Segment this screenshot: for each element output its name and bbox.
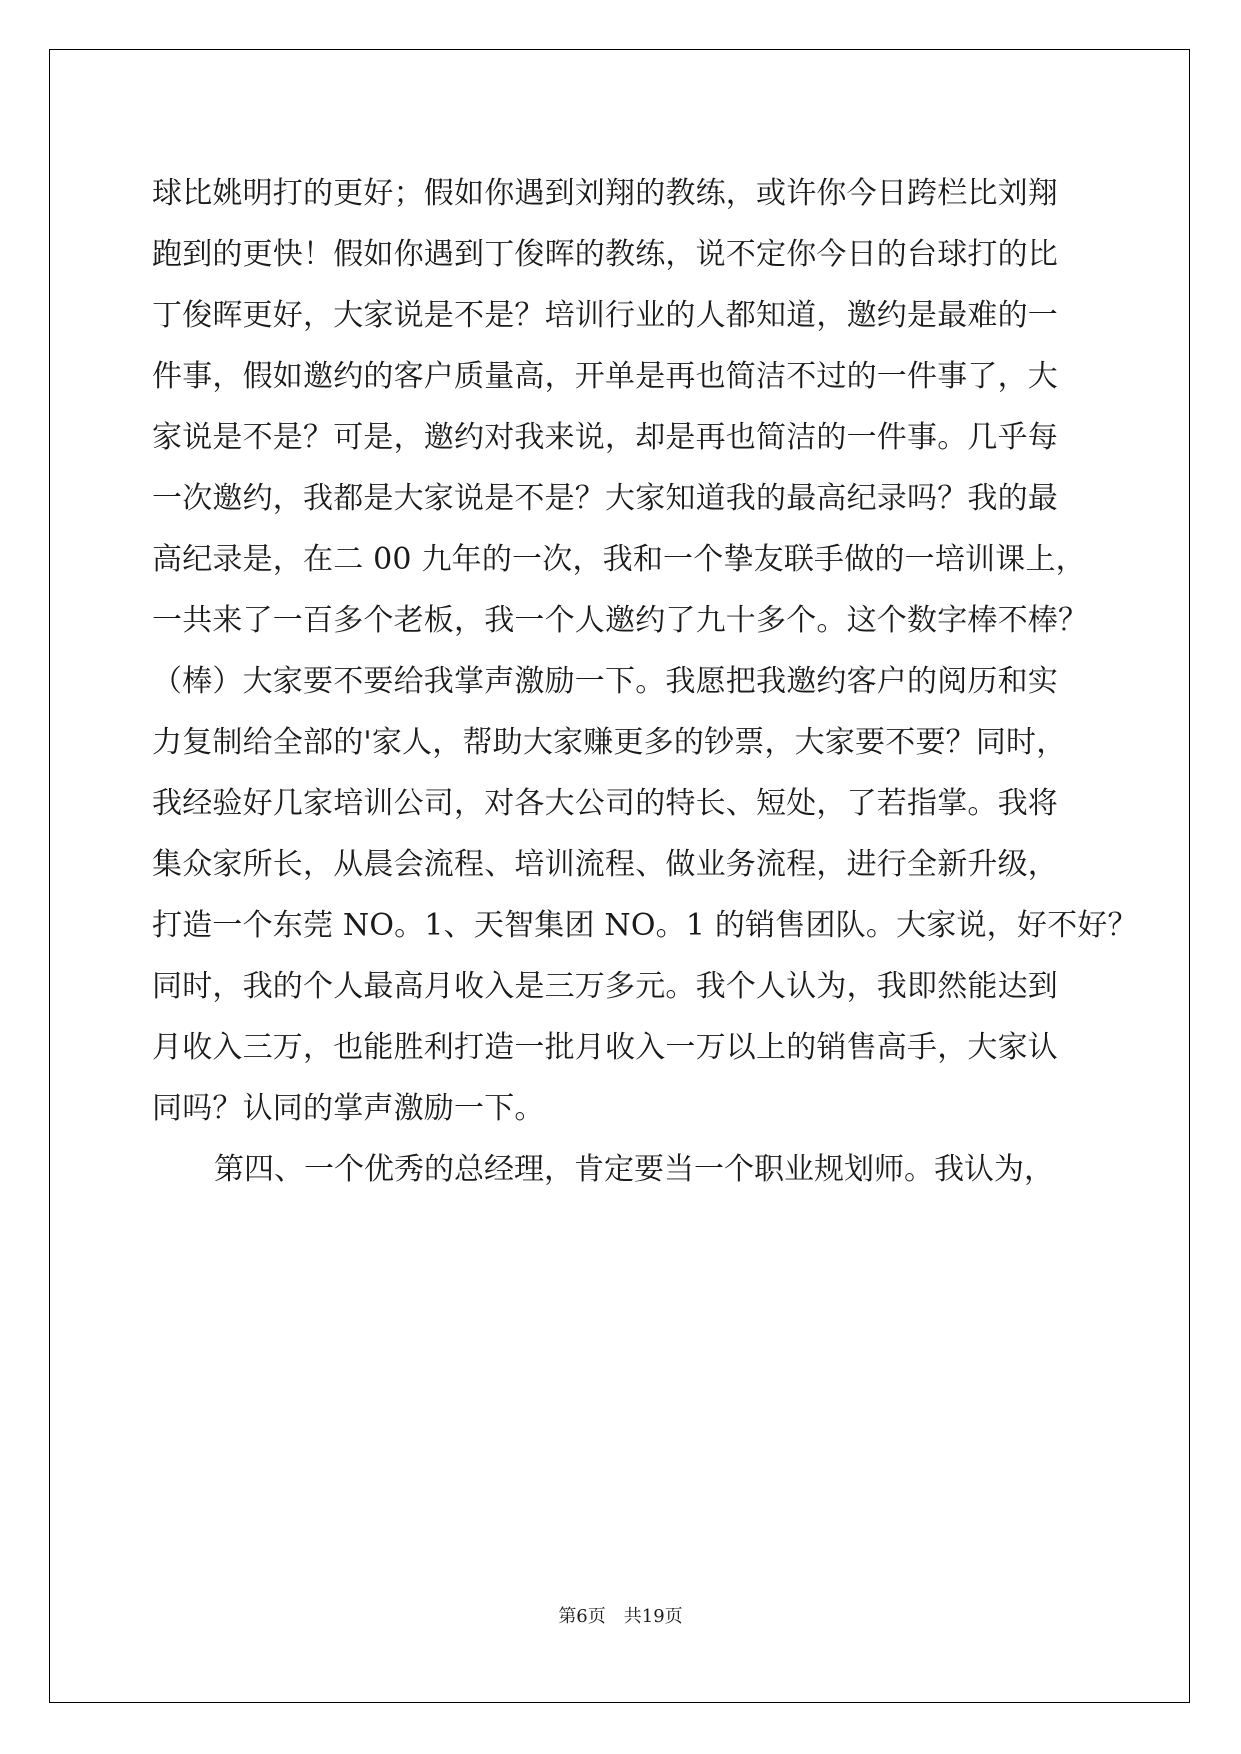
text-line: 丁俊晖更好，大家说是不是？培训行业的人都知道，邀约是最难的一 [152,298,1058,333]
text-line: 跑到的更快！假如你遇到丁俊晖的教练，说不定你今日的台球打的比 [152,237,1058,272]
page-footer [0,1602,1241,1628]
text-line: 同时，我的个人最高月收入是三万多元。我个人认为，我即然能达到 [152,969,1058,1004]
text-line: 高纪录是，在二 00 九年的一次，我和一个挚友联手做的一培训课上， [152,542,1086,577]
text-line: 力复制给全部的'家人，帮助大家赚更多的钞票，大家要不要？同时， [152,725,1067,760]
text-line: 我经验好几家培训公司，对各大公司的特长、短处，了若指掌。我将 [152,786,1058,821]
text-line: 一共来了一百多个老板，我一个人邀约了九十多个。这个数字棒不棒？ [152,603,1089,638]
body-text [152,163,1138,1200]
paragraph-two: 第四、一个优秀的总经理，肯定要当一个职业规划师。我认为， [214,1152,1054,1187]
text-line: 家说是不是？可是，邀约对我来说，却是再也简洁的一件事。几乎每 [152,420,1058,455]
text-line: 打造一个东莞 NO。1、天智集团 NO。1 的销售团队。大家说，好不好？ [152,908,1138,943]
text-line: 一次邀约，我都是大家说是不是？大家知道我的最高纪录吗？我的最 [152,481,1058,516]
page-number: 第6页 共19页 [558,1606,683,1627]
text-line: 集众家所长，从晨会流程、培训流程、做业务流程，进行全新升级， [152,847,1058,882]
text-line: 月收入三万，也能胜利打造一批月收入一万以上的销售高手，大家认 [152,1030,1058,1065]
text-line: 球比姚明打的更好；假如你遇到刘翔的教练，或许你今日跨栏比刘翔 [152,176,1058,211]
text-line: 同吗？认同的掌声激励一下。 [152,1091,545,1126]
text-line: 件事，假如邀约的客户质量高，开单是再也简洁不过的一件事了，大 [152,359,1058,394]
text-line: （棒）大家要不要给我掌声激励一下。我愿把我邀约客户的阅历和实 [152,664,1058,699]
